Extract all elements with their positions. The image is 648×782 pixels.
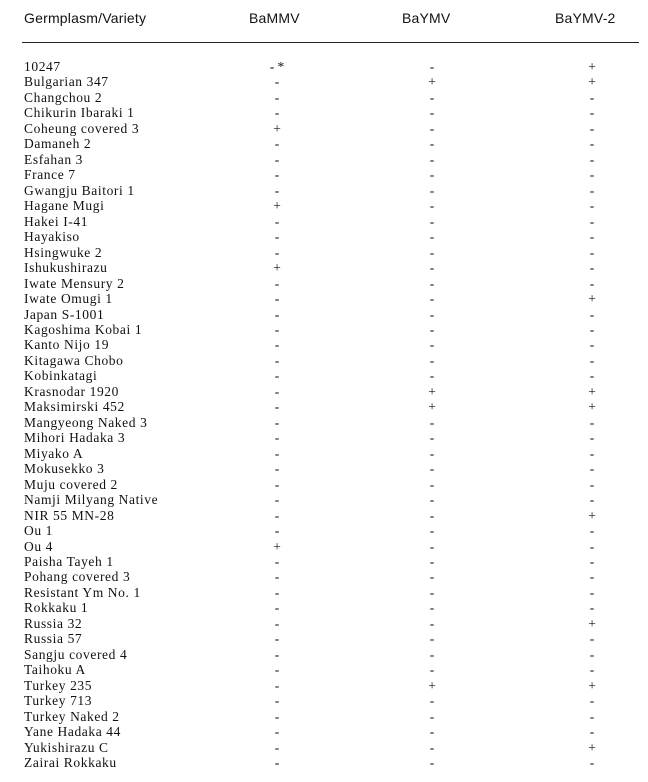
bammv-cell: - <box>274 321 280 337</box>
table-row <box>0 384 648 399</box>
baymv2-cell: - <box>589 321 595 337</box>
baymv2-cell: - <box>589 724 595 740</box>
variety-name-cell: Japan S-1001 <box>24 306 105 322</box>
baymv2-cell: - <box>589 708 595 724</box>
variety-name-cell: Ou 1 <box>24 523 54 539</box>
variety-name-cell: Krasnodar 1920 <box>24 383 120 399</box>
baymv-cell: - <box>429 337 435 353</box>
table-row <box>0 276 648 291</box>
baymv-cell: - <box>429 291 435 307</box>
baymv-cell: - <box>429 523 435 539</box>
baymv-cell: - <box>429 244 435 260</box>
baymv-cell: - <box>429 167 435 183</box>
bammv-cell: - <box>274 74 280 90</box>
variety-name-cell: Esfahan 3 <box>24 151 84 167</box>
baymv2-cell: - <box>589 275 595 291</box>
bammv-cell: - <box>274 554 280 569</box>
baymv-cell: - <box>429 445 435 461</box>
variety-name-cell: Kagoshima Kobai 1 <box>24 321 143 337</box>
bammv-cell: - <box>274 646 280 662</box>
baymv2-cell: - <box>589 105 595 121</box>
header-rule <box>22 42 639 43</box>
baymv2-cell: - <box>589 430 595 446</box>
baymv2-cell: - <box>589 260 595 276</box>
baymv-cell: - <box>429 461 435 477</box>
baymv-cell: - <box>429 646 435 662</box>
table-row <box>0 337 648 352</box>
table-row <box>0 59 648 74</box>
baymv-cell: + <box>428 677 436 693</box>
baymv2-cell: - <box>589 755 595 771</box>
baymv2-cell: - <box>589 306 595 322</box>
variety-name-cell: Hayakiso <box>24 229 80 245</box>
baymv-cell: - <box>429 306 435 322</box>
variety-name-cell: Russia 57 <box>24 631 83 647</box>
table-row <box>0 430 648 445</box>
bammv-cell: - <box>274 213 280 229</box>
table-row <box>0 353 648 368</box>
table-row <box>0 291 648 306</box>
table-row <box>0 415 648 430</box>
column-header-bammv: BaMMV <box>249 10 300 26</box>
baymv-cell: + <box>428 74 436 90</box>
variety-name-cell: Coheung covered 3 <box>24 120 140 136</box>
baymv2-cell: - <box>589 554 595 569</box>
table-row <box>0 260 648 275</box>
variety-name-cell: Kobinkatagi <box>24 368 98 384</box>
table-row <box>0 198 648 213</box>
baymv2-cell: - <box>589 569 595 585</box>
table-row <box>0 662 648 677</box>
table-row <box>0 693 648 708</box>
baymv2-cell: - <box>589 646 595 662</box>
baymv2-cell: - <box>589 414 595 430</box>
baymv2-cell: - <box>589 662 595 678</box>
table-row <box>0 368 648 383</box>
baymv-cell: - <box>429 755 435 771</box>
table-row <box>0 105 648 120</box>
variety-name-cell: Changchou 2 <box>24 89 103 105</box>
bammv-cell: - <box>274 584 280 600</box>
table-row <box>0 600 648 615</box>
bammv-cell: - <box>274 244 280 260</box>
baymv-cell: - <box>429 89 435 105</box>
baymv2-cell: + <box>588 615 596 631</box>
variety-name-cell: Rokkaku 1 <box>24 600 89 616</box>
baymv2-cell: - <box>589 368 595 384</box>
variety-name-cell: Kitagawa Chobo <box>24 352 124 368</box>
table-row <box>0 152 648 167</box>
bammv-cell: - <box>274 445 280 461</box>
baymv2-cell: - <box>589 182 595 198</box>
baymv-cell: - <box>429 708 435 724</box>
variety-name-cell: Resistant Ym No. 1 <box>24 584 141 600</box>
variety-name-cell: Ou 4 <box>24 538 54 554</box>
baymv-cell: - <box>429 724 435 740</box>
baymv2-cell: + <box>588 291 596 307</box>
baymv-cell: - <box>429 554 435 569</box>
baymv-cell: - <box>429 213 435 229</box>
bammv-cell: + <box>273 260 281 276</box>
table-row <box>0 322 648 337</box>
variety-name-cell: Yane Hadaka 44 <box>24 724 122 740</box>
table-row <box>0 585 648 600</box>
baymv2-cell: - <box>589 337 595 353</box>
table-row <box>0 616 648 631</box>
table-row <box>0 136 648 151</box>
baymv2-cell: - <box>589 693 595 709</box>
bammv-cell: - <box>274 105 280 121</box>
baymv-cell: - <box>429 151 435 167</box>
baymv2-cell: + <box>588 59 596 74</box>
table-row <box>0 709 648 724</box>
bammv-cell: - <box>274 229 280 245</box>
baymv2-cell: + <box>588 74 596 90</box>
baymv2-cell: - <box>589 600 595 616</box>
variety-name-cell: Miyako A <box>24 445 84 461</box>
table-row <box>0 214 648 229</box>
table-row <box>0 647 648 662</box>
bammv-cell: - <box>274 352 280 368</box>
baymv2-cell: - <box>589 352 595 368</box>
bammv-cell: - <box>274 182 280 198</box>
table-row <box>0 523 648 538</box>
table-row <box>0 307 648 322</box>
baymv-cell: - <box>429 136 435 152</box>
baymv2-cell: - <box>589 445 595 461</box>
baymv-cell: - <box>429 615 435 631</box>
bammv-cell: - <box>274 631 280 647</box>
baymv-cell: - <box>429 631 435 647</box>
variety-name-cell: Pohang covered 3 <box>24 569 131 585</box>
column-header-baymv: BaYMV <box>402 10 451 26</box>
bammv-cell: - * <box>269 59 285 74</box>
bammv-cell: + <box>273 538 281 554</box>
bammv-cell: + <box>273 120 281 136</box>
baymv-cell: - <box>429 739 435 755</box>
baymv2-cell: - <box>589 631 595 647</box>
baymv2-cell: - <box>589 538 595 554</box>
variety-name-cell: Taihoku A <box>24 662 86 678</box>
bammv-cell: + <box>273 198 281 214</box>
bammv-cell: - <box>274 476 280 492</box>
bammv-cell: - <box>274 461 280 477</box>
bammv-cell: - <box>274 167 280 183</box>
bammv-cell: - <box>274 414 280 430</box>
baymv-cell: - <box>429 693 435 709</box>
bammv-cell: - <box>274 523 280 539</box>
baymv-cell: - <box>429 414 435 430</box>
variety-name-cell: France 7 <box>24 167 76 183</box>
baymv-cell: - <box>429 476 435 492</box>
baymv-cell: - <box>429 229 435 245</box>
baymv2-cell: + <box>588 383 596 399</box>
variety-name-cell: Russia 32 <box>24 615 83 631</box>
table-row <box>0 678 648 693</box>
variety-name-cell: Yukishirazu C <box>24 739 109 755</box>
bammv-cell: - <box>274 662 280 678</box>
baymv2-cell: - <box>589 120 595 136</box>
baymv-cell: - <box>429 569 435 585</box>
baymv2-cell: - <box>589 229 595 245</box>
variety-name-cell: Turkey 235 <box>24 677 93 693</box>
baymv-cell: - <box>429 430 435 446</box>
bammv-cell: - <box>274 507 280 523</box>
baymv2-cell: - <box>589 492 595 508</box>
variety-name-cell: Kanto Nijo 19 <box>24 337 110 353</box>
variety-name-cell: Gwangju Baitori 1 <box>24 182 135 198</box>
bammv-cell: - <box>274 708 280 724</box>
baymv-cell: - <box>429 352 435 368</box>
variety-name-cell: Mangyeong Naked 3 <box>24 414 148 430</box>
variety-name-cell: 10247 <box>24 59 61 74</box>
variety-name-cell: Chikurin Ibaraki 1 <box>24 105 135 121</box>
table-row <box>0 724 648 739</box>
bammv-cell: - <box>274 151 280 167</box>
table-row <box>0 461 648 476</box>
table-row <box>0 399 648 414</box>
baymv2-cell: - <box>589 213 595 229</box>
table-row <box>0 569 648 584</box>
column-header-germplasm: Germplasm/Variety <box>24 10 147 26</box>
variety-name-cell: Ishukushirazu <box>24 260 108 276</box>
baymv2-cell: + <box>588 507 596 523</box>
baymv-cell: + <box>428 399 436 415</box>
table-row <box>0 446 648 461</box>
table-row <box>0 74 648 89</box>
variety-name-cell: Maksimirski 452 <box>24 399 125 415</box>
variety-name-cell: Iwate Mensury 2 <box>24 275 125 291</box>
variety-name-cell: Namji Milyang Native <box>24 492 159 508</box>
variety-name-cell: Muju covered 2 <box>24 476 118 492</box>
baymv2-cell: + <box>588 739 596 755</box>
variety-name-cell: Turkey 713 <box>24 693 93 709</box>
table-row <box>0 631 648 646</box>
table-row <box>0 554 648 569</box>
baymv2-cell: - <box>589 244 595 260</box>
variety-name-cell: Iwate Omugi 1 <box>24 291 113 307</box>
bammv-cell: - <box>274 306 280 322</box>
baymv2-cell: - <box>589 167 595 183</box>
bammv-cell: - <box>274 136 280 152</box>
bammv-cell: - <box>274 291 280 307</box>
table-row <box>0 539 648 554</box>
variety-name-cell: Damaneh 2 <box>24 136 92 152</box>
table-row <box>0 740 648 755</box>
bammv-cell: - <box>274 693 280 709</box>
baymv-cell: - <box>429 600 435 616</box>
baymv-cell: - <box>429 105 435 121</box>
baymv2-cell: + <box>588 399 596 415</box>
baymv-cell: - <box>429 538 435 554</box>
variety-name-cell: Hakei I-41 <box>24 213 89 229</box>
table-body <box>0 59 648 771</box>
variety-name-cell: Mokusekko 3 <box>24 461 105 477</box>
bammv-cell: - <box>274 399 280 415</box>
variety-name-cell: Paisha Tayeh 1 <box>24 554 114 569</box>
baymv2-cell: - <box>589 476 595 492</box>
baymv2-cell: - <box>589 461 595 477</box>
table-row <box>0 508 648 523</box>
baymv-cell: - <box>429 584 435 600</box>
bammv-cell: - <box>274 368 280 384</box>
bammv-cell: - <box>274 724 280 740</box>
baymv2-cell: - <box>589 151 595 167</box>
table-row <box>0 167 648 182</box>
baymv-cell: - <box>429 59 435 74</box>
bammv-cell: - <box>274 492 280 508</box>
variety-name-cell: Turkey Naked 2 <box>24 708 120 724</box>
baymv-cell: - <box>429 120 435 136</box>
baymv-cell: - <box>429 198 435 214</box>
baymv2-cell: + <box>588 677 596 693</box>
baymv-cell: - <box>429 260 435 276</box>
column-header-baymv2: BaYMV-2 <box>555 10 616 26</box>
baymv-cell: + <box>428 383 436 399</box>
variety-name-cell: NIR 55 MN-28 <box>24 507 115 523</box>
bammv-cell: - <box>274 615 280 631</box>
table-row <box>0 229 648 244</box>
table-row <box>0 245 648 260</box>
baymv-cell: - <box>429 321 435 337</box>
variety-name-cell: Hsingwuke 2 <box>24 244 103 260</box>
bammv-cell: - <box>274 383 280 399</box>
table-row <box>0 121 648 136</box>
table-row <box>0 477 648 492</box>
table-row <box>0 492 648 507</box>
bammv-cell: - <box>274 755 280 771</box>
bammv-cell: - <box>274 739 280 755</box>
baymv2-cell: - <box>589 198 595 214</box>
table-row <box>0 755 648 770</box>
variety-name-cell: Sangju covered 4 <box>24 646 128 662</box>
bammv-cell: - <box>274 337 280 353</box>
bammv-cell: - <box>274 600 280 616</box>
baymv-cell: - <box>429 492 435 508</box>
baymv2-cell: - <box>589 584 595 600</box>
baymv-cell: - <box>429 368 435 384</box>
bammv-cell: - <box>274 89 280 105</box>
baymv-cell: - <box>429 662 435 678</box>
baymv-cell: - <box>429 182 435 198</box>
variety-name-cell: Zairai Rokkaku <box>24 755 117 771</box>
bammv-cell: - <box>274 275 280 291</box>
bammv-cell: - <box>274 430 280 446</box>
variety-name-cell: Mihori Hadaka 3 <box>24 430 126 446</box>
baymv2-cell: - <box>589 136 595 152</box>
variety-name-cell: Bulgarian 347 <box>24 74 109 90</box>
baymv2-cell: - <box>589 523 595 539</box>
table-row <box>0 90 648 105</box>
baymv-cell: - <box>429 507 435 523</box>
baymv2-cell: - <box>589 89 595 105</box>
variety-name-cell: Hagane Mugi <box>24 198 105 214</box>
baymv-cell: - <box>429 275 435 291</box>
table-row <box>0 183 648 198</box>
bammv-cell: - <box>274 569 280 585</box>
bammv-cell: - <box>274 677 280 693</box>
